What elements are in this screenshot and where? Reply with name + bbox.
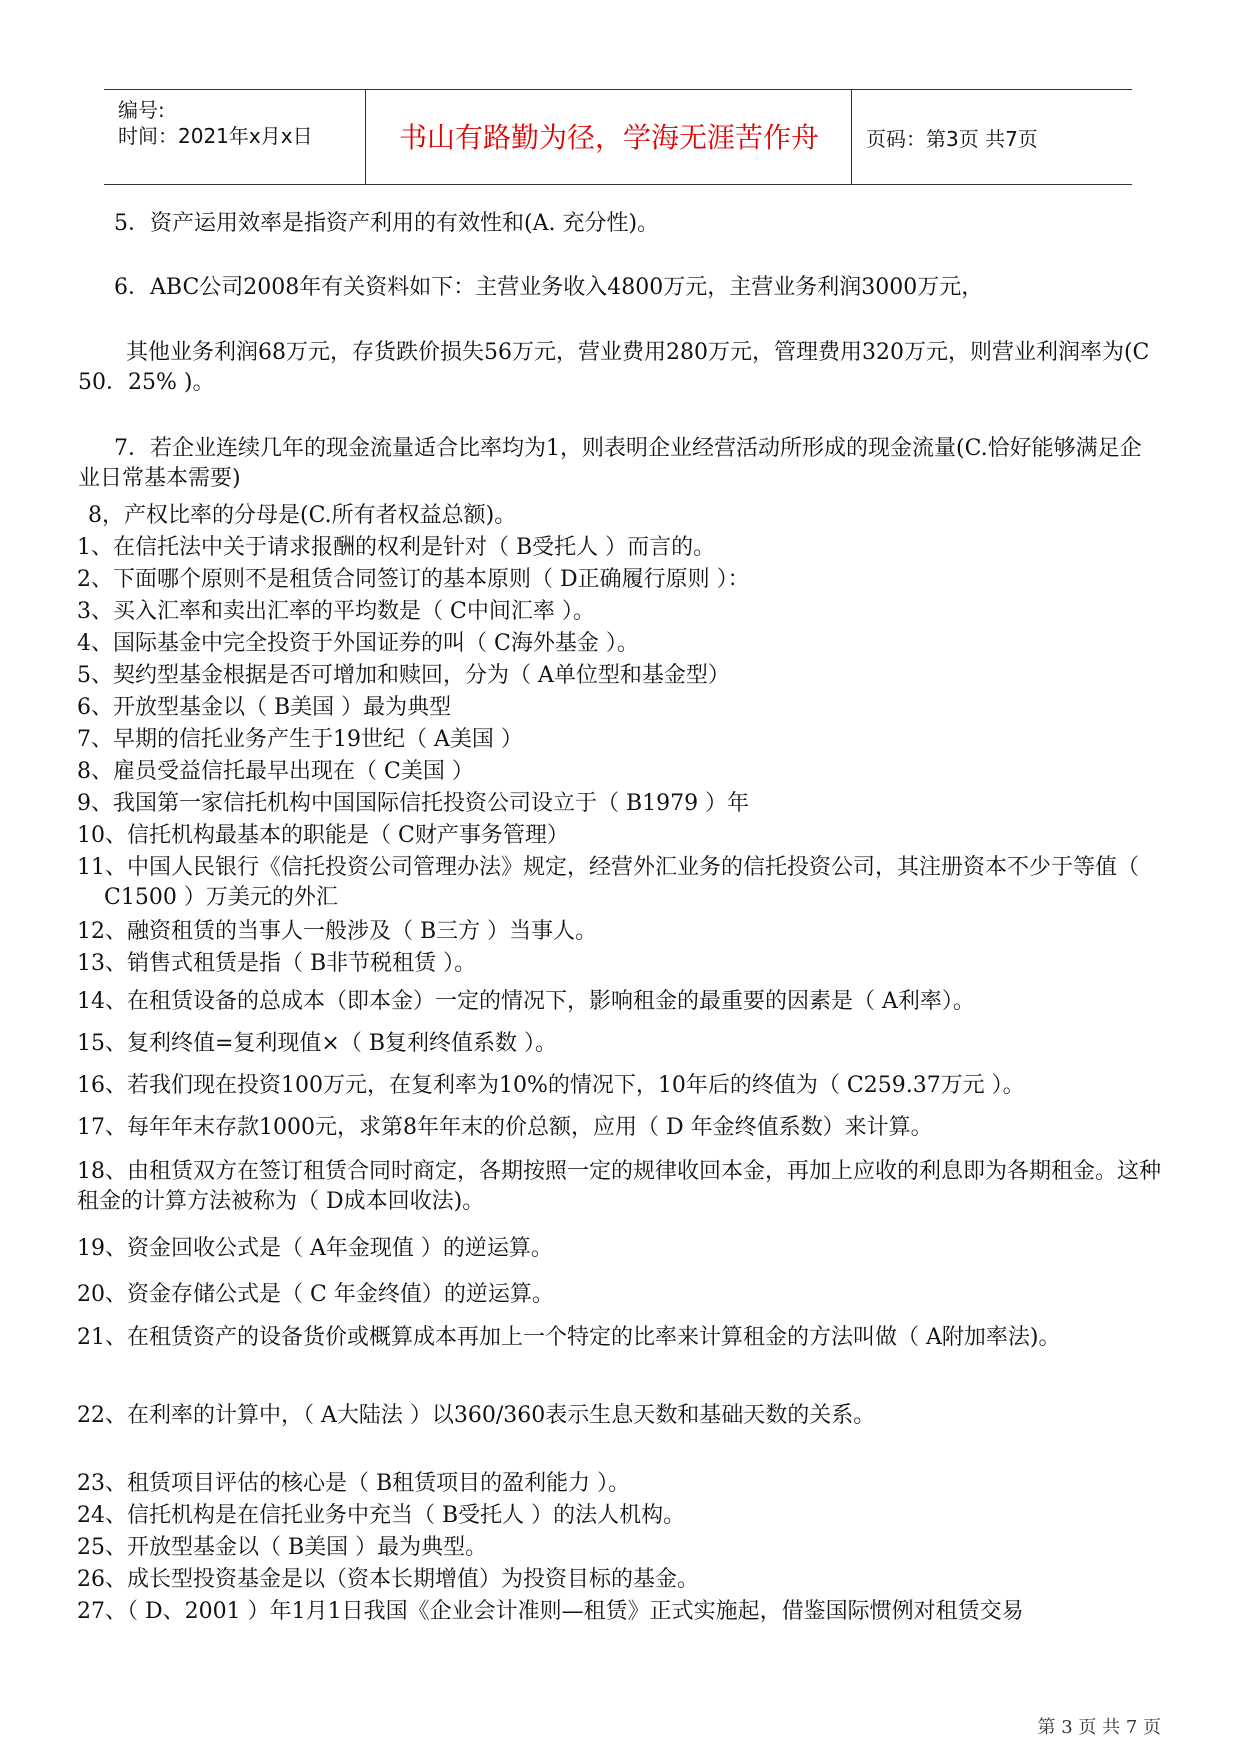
question-line: 21、在租赁资产的设备货价或概算成本再加上一个特定的比率来计算租金的方法叫做（ A附加率法)。: [77, 1325, 1061, 1350]
question-line: 8、雇员受益信托最早出现在（ C美国 ）: [77, 759, 474, 784]
question-line: 5．资产运用效率是指资产利用的有效性和(A. 充分性)。: [114, 211, 660, 236]
header-left-cell: [104, 90, 366, 184]
question-line: 1、在信托法中关于请求报酬的权利是针对（ B受托人 ）而言的。: [77, 535, 716, 560]
question-line: 2、下面哪个原则不是租赁合同签订的基本原则（ D正确履行原则 ）：: [77, 567, 750, 592]
question-line: 12、融资租赁的当事人一般涉及（ B三方 ）当事人。: [77, 919, 598, 944]
page-header: [104, 89, 1132, 185]
question-line: 13、销售式租赁是指（ B非节税租赁 ）。: [77, 951, 477, 976]
question-line: 其他业务利润68万元，存货跌价损失56万元，营业费用280万元，管理费用320万元，则营业利润率为(C 50．25% )。: [78, 340, 1150, 395]
question-line: 4、国际基金中完全投资于外国证券的叫（ C海外基金 ）。: [77, 631, 639, 656]
question-line: 14、在租赁设备的总成本（即本金）一定的情况下，影响租金的最重要的因素是（ A利率）。: [77, 989, 975, 1014]
page-footer: 第 3 页 共 7 页: [1037, 1717, 1161, 1738]
document-time-label: 时间：2021年x月x日: [118, 124, 313, 148]
question-line: 3、买入汇率和卖出汇率的平均数是（ C中间汇率 ）。: [77, 599, 595, 624]
question-line: 8，产权比率的分母是(C.所有者权益总额)。: [88, 503, 517, 528]
question-line: 5、契约型基金根据是否可增加和赎回，分为（ A单位型和基金型）: [77, 663, 730, 688]
question-line: 26、成长型投资基金是以（资本长期增值）为投资目标的基金。: [77, 1567, 699, 1592]
document-number-label: 编号:: [118, 98, 165, 122]
header-middle-cell: [366, 90, 852, 184]
question-line: 6．ABC公司2008年有关资料如下：主营业务收入4800万元，主营业务利润3000万元，: [114, 275, 984, 300]
header-page-info: 页码：第3页 共7页: [866, 127, 1038, 151]
question-line: 7．若企业连续几年的现金流量适合比率均为1，则表明企业经营活动所形成的现金流量(C.恰好能够满足企业日常基本需要): [78, 436, 1142, 491]
question-line: 24、信托机构是在信托业务中充当（ B受托人 ）的法人机构。: [77, 1503, 686, 1528]
question-line: 25、开放型基金以（ B美国 ）最为典型。: [77, 1535, 488, 1560]
question-line: 9、我国第一家信托机构中国国际信托投资公司设立于（ B1979 ）年: [77, 791, 750, 816]
question-line: 11、中国人民银行《信托投资公司管理办法》规定，经营外汇业务的信托投资公司，其注册资本不少于等值（ C1500 ）万美元的外汇: [77, 855, 1139, 910]
question-line: 20、资金存储公式是（ C 年金终值）的逆运算。: [77, 1282, 554, 1307]
question-line: 19、资金回收公式是（ A年金现值 ）的逆运算。: [77, 1236, 553, 1261]
question-line: 15、复利终值=复利现值×（ B复利终值系数 ）。: [77, 1031, 558, 1056]
question-line: 18、由租赁双方在签订租赁合同时商定，各期按照一定的规律收回本金，再加上应收的利息即为各期租金。这种租金的计算方法被称为（ D成本回收法)。: [77, 1159, 1161, 1214]
question-line: 27、（ D、2001 ）年1月1日我国《企业会计准则—租赁》正式实施起，借鉴国际惯例对租赁交易: [77, 1599, 1024, 1624]
question-line: 7、早期的信托业务产生于19世纪（ A美国 ）: [77, 727, 523, 752]
question-line: 10、信托机构最基本的职能是（ C财产事务管理）: [77, 823, 569, 848]
question-line: 16、若我们现在投资100万元，在复利率为10%的情况下，10年后的终值为（ C259.37万元 ）。: [77, 1073, 1025, 1098]
header-motto: 书山有路勤为径，学海无涯苦作舟: [398, 121, 819, 154]
question-line: 17、每年年末存款1000元，求第8年年末的价总额，应用（ D 年金终值系数）来计算。: [77, 1115, 933, 1140]
question-line: 23、租赁项目评估的核心是（ B租赁项目的盈利能力 ）。: [77, 1471, 631, 1496]
question-line: 6、开放型基金以（ B美国 ）最为典型: [77, 695, 452, 720]
header-right-cell: [852, 90, 1132, 184]
question-line: 22、在利率的计算中，（ A大陆法 ）以360/360表示生息天数和基础天数的关系。: [77, 1403, 876, 1428]
